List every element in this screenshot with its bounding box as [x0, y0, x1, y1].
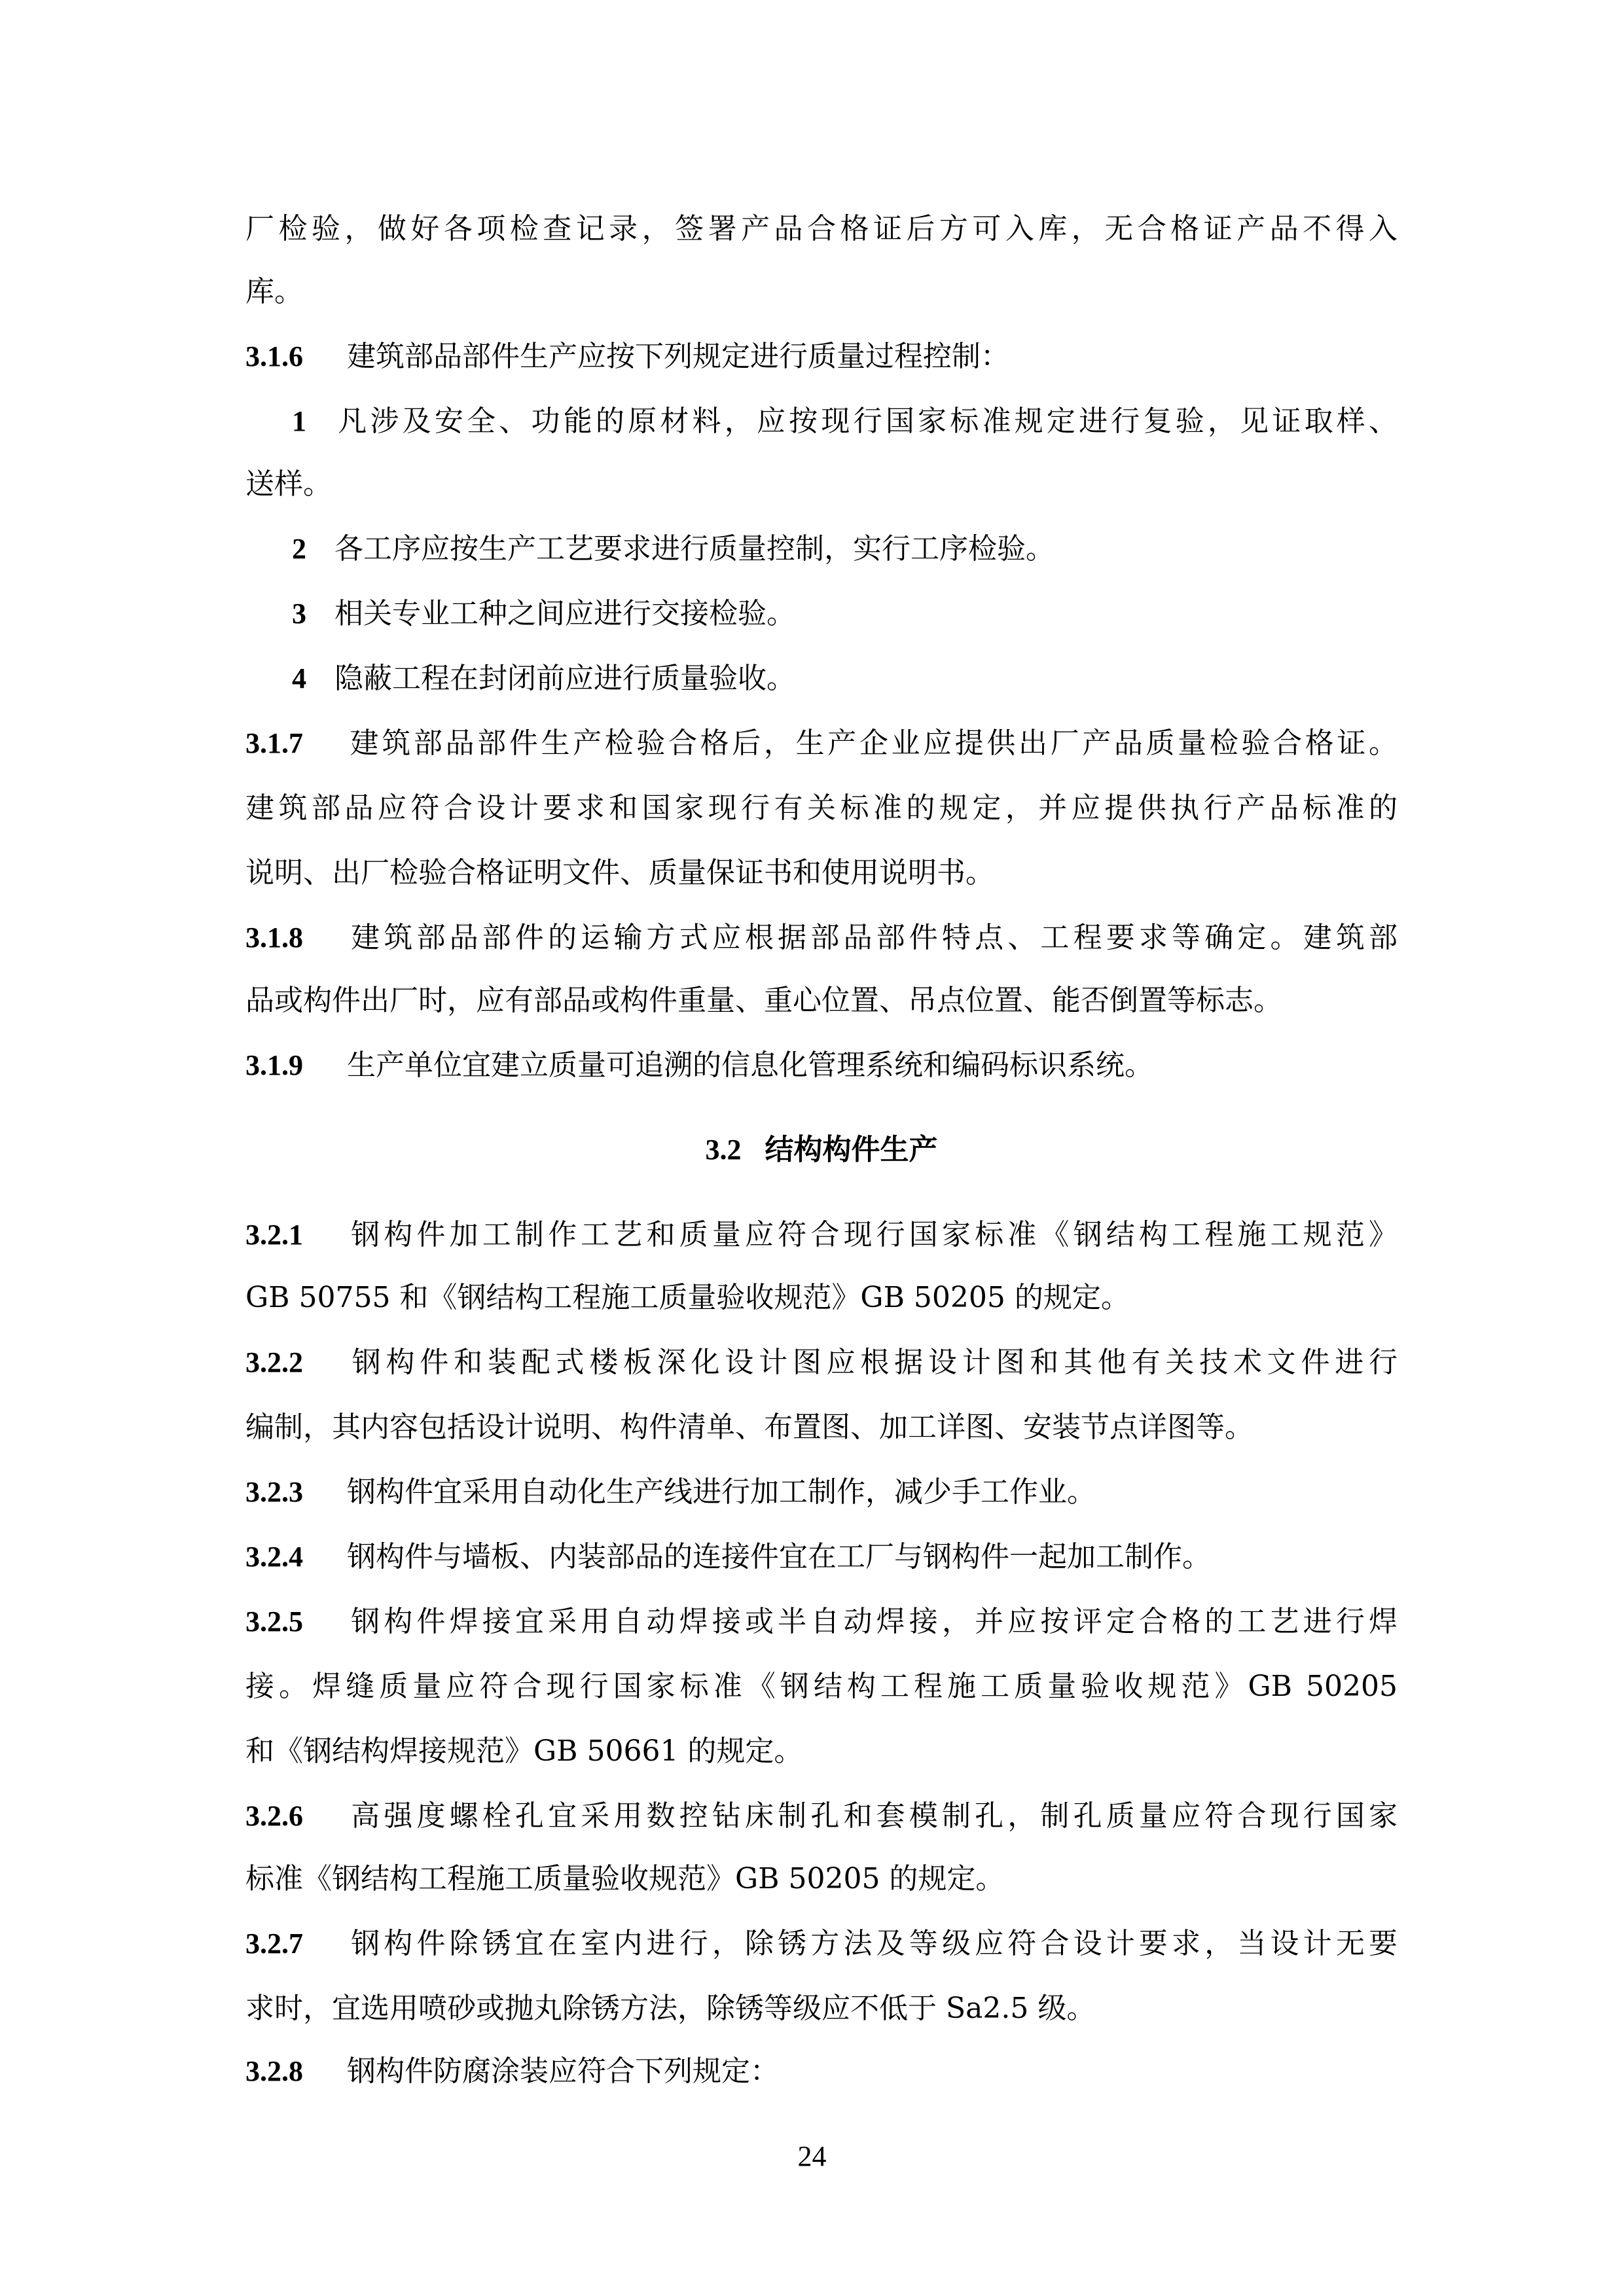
- body-line: 建筑部品应符合设计要求和国家现行有关标准的规定，并应提供执行产品标准的: [245, 791, 1398, 825]
- body-line: GB 50755 和《钢结构工程施工质量验收规范》GB 50205 的规定。: [245, 1281, 1130, 1314]
- clause-3-2-6: 3.2.6 高强度螺栓孔宜采用数控钻床制孔和套模制孔，制孔质量应符合现行国家: [245, 1797, 1398, 1836]
- clause-number: 3.2.8: [245, 2055, 303, 2087]
- clause-3-1-9: 3.1.9 生产单位宜建立质量可追溯的信息化管理系统和编码标识系统。: [245, 1046, 1398, 1085]
- clause-3-2-4: 3.2.4 钢构件与墙板、内装部品的连接件宜在工厂与钢构件一起加工制作。: [245, 1537, 1398, 1577]
- body-line: 厂检验，做好各项检查记录，签署产品合格证后方可入库，无合格证产品不得入: [245, 212, 1398, 245]
- list-item-2: 2 各工序应按生产工艺要求进行质量控制，实行工序检验。: [292, 529, 1398, 569]
- clause-3-2-1: 3.2.1 钢构件加工制作工艺和质量应符合现行国家标准《钢结构工程施工规范》: [245, 1215, 1398, 1255]
- body-line: 品或构件出厂时，应有部品或构件重量、重心位置、吊点位置、能否倒置等标志。: [245, 984, 1282, 1017]
- clause-3-2-8: 3.2.8 钢构件防腐涂装应符合下列规定：: [245, 2052, 1398, 2091]
- clause-number: 3.2.3: [245, 1476, 303, 1508]
- item-number: 1: [292, 405, 306, 437]
- clause-number: 3.2.6: [245, 1800, 303, 1832]
- clause-number: 3.2.5: [245, 1605, 303, 1638]
- body-line: 说明、出厂检验合格证明文件、质量保证书和使用说明书。: [245, 856, 994, 889]
- clause-number: 3.2.1: [245, 1219, 303, 1251]
- item-number: 4: [292, 662, 306, 694]
- clause-number: 3.1.8: [245, 922, 303, 954]
- clause-number: 3.1.7: [245, 727, 303, 759]
- clause-3-1-8: 3.1.8 建筑部品部件的运输方式应根据部品部件特点、工程要求等确定。建筑部: [245, 918, 1398, 958]
- clause-3-2-2: 3.2.2 钢构件和装配式楼板深化设计图应根据设计图和其他有关技术文件进行: [245, 1343, 1398, 1382]
- list-item-3: 3 相关专业工种之间应进行交接检验。: [292, 594, 1398, 634]
- body-line: 和《钢结构焊接规范》GB 50661 的规定。: [245, 1734, 803, 1768]
- list-item-4: 4 隐蔽工程在封闭前应进行质量验收。: [292, 659, 1398, 698]
- body-line: 送样。: [245, 467, 332, 501]
- list-item-1: 1 凡涉及安全、功能的原材料，应按现行国家标准规定进行复验，见证取样、: [292, 402, 1398, 441]
- section-number: 3.2: [705, 1134, 742, 1166]
- body-line: 标准《钢结构工程施工质量验收规范》GB 50205 的规定。: [245, 1862, 1005, 1895]
- clause-number: 3.1.6: [245, 340, 303, 372]
- body-line: 接。焊缝质量应符合现行国家标准《钢结构工程施工质量验收规范》GB 50205: [245, 1670, 1398, 1703]
- body-line: 库。: [245, 275, 303, 308]
- clause-number: 3.2.7: [245, 1928, 303, 1960]
- item-number: 2: [292, 533, 306, 565]
- body-line: 求时，宜选用喷砂或抛丸除锈方法，除锈等级应不低于 Sa2.5 级。: [245, 1992, 1096, 2025]
- section-heading: [245, 1130, 1398, 1170]
- clause-3-1-7: 3.1.7 建筑部品部件生产检验合格后，生产企业应提供出厂产品质量检验合格证。: [245, 724, 1398, 763]
- item-number: 3: [292, 598, 306, 630]
- body-line: 编制，其内容包括设计说明、构件清单、布置图、加工详图、安装节点详图等。: [245, 1410, 1254, 1444]
- clause-number: 3.1.9: [245, 1049, 303, 1081]
- clause-number: 3.2.4: [245, 1541, 303, 1573]
- clause-3-2-5: 3.2.5 钢构件焊接宜采用自动焊接或半自动焊接，并应按评定合格的工艺进行焊: [245, 1602, 1398, 1641]
- clause-3-2-7: 3.2.7 钢构件除锈宜在室内进行，除锈方法及等级应符合设计要求，当设计无要: [245, 1924, 1398, 1964]
- page-number: 24: [797, 2140, 827, 2172]
- clause-3-1-6: 3.1.6 建筑部品部件生产应按下列规定进行质量过程控制：: [245, 337, 1398, 376]
- clause-3-2-3: 3.2.3 钢构件宜采用自动化生产线进行加工制作，减少手工作业。: [245, 1473, 1398, 1512]
- section-title: 结构构件生产: [765, 1133, 938, 1166]
- clause-number: 3.2.2: [245, 1346, 303, 1378]
